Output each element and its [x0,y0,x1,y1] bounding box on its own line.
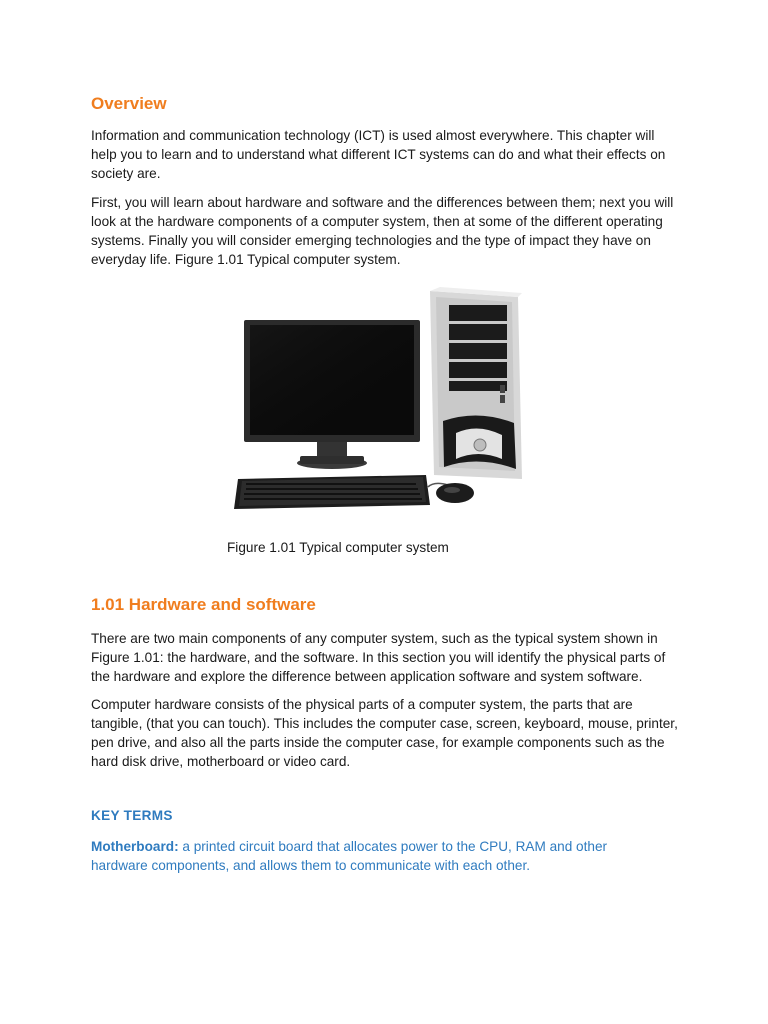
keyboard-image [234,475,430,509]
monitor-image [244,320,420,469]
key-term-definition [91,837,651,875]
key-term-name: Motherboard: [91,839,179,854]
section-paragraph-1: There are two main components of any computer system, such as the typical system shown in Figure 1.01: the hardware, and the software. In this section you will identify the physical parts of the hardware and explore the difference between application software and system software. [91,631,666,684]
overview-heading: Overview [91,94,167,113]
figure-caption: Figure 1.01 Typical computer system [227,540,449,555]
overview-paragraph-1: Information and communication technology (ICT) is used almost everywhere. This chapter will help you to learn and to understand what different ICT systems can do and what their effects on society are. [91,128,666,181]
key-term-text: a printed circuit board that allocates power to the CPU, RAM and other hardware components, and allows them to communicate with each other. [91,839,608,873]
key-terms-label: KEY TERMS [91,808,173,823]
computer-tower-image [430,287,522,479]
overview-paragraph-2: First, you will learn about hardware and software and the differences between them; next you will look at the hardware components of a computer system, then at some of the different operating systems. Finally you will consider emerging technologies and the type of impact they have on everyday life. Figure 1.01 Typical computer system. [91,195,674,267]
computer-system-figure [230,283,530,513]
mouse-image [428,483,474,503]
section-paragraph-2: Computer hardware consists of the physical parts of a computer system, the parts that are tangible, (that you can touch). This includes the computer case, screen, keyboard, mouse, printer, pen drive, and also all the parts inside the computer case, for example components such as the hard disk drive, motherboard or video card. [91,697,678,769]
section-heading: 1.01 Hardware and software [91,595,316,614]
